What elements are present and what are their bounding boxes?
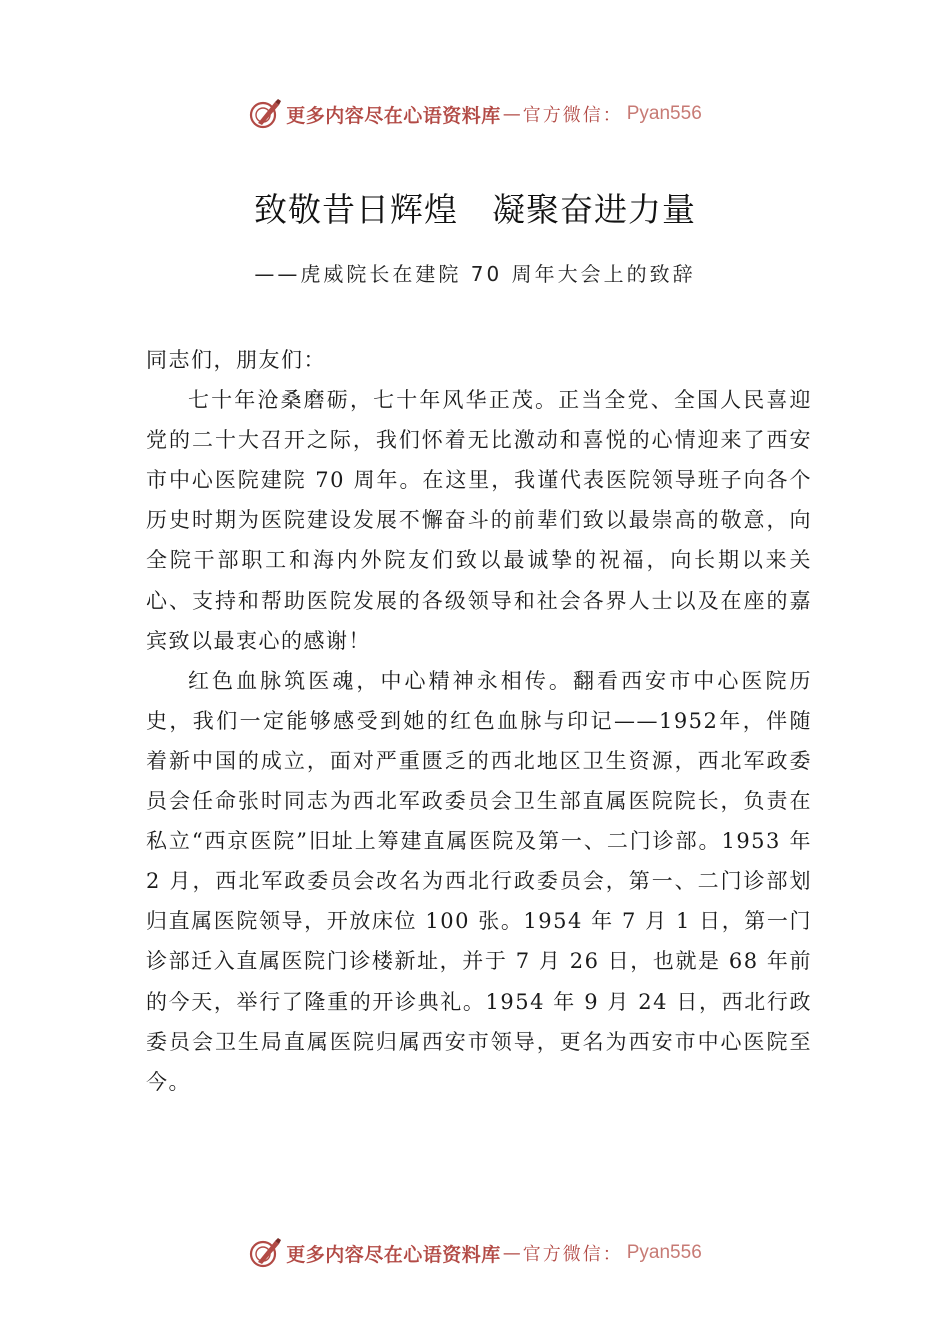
document-body	[146, 340, 812, 1102]
pen-seal-icon	[248, 1236, 282, 1270]
document-subtitle: ——虎威院长在建院 70 周年大会上的致辞	[254, 262, 696, 286]
body-paragraph-2: 红色血脉筑医魂，中心精神永相传。翻看西安市中心医院历史，我们一定能够感受到她的红色血脉与印记——1952年，伴随着新中国的成立，面对严重匮乏的西北地区卫生资源，西北军政委员会任命张时同志为西北军政委员会卫生部直属医院院长，负责在私立“西京医院”旧址上筹建直属医院及第一、二门诊部。1953 年 2 月，西北军政委员会改名为西北行政委员会，第一、二门诊部划归直属医院领导，开放床位 100 张。1954 年 7 月 1 日，第一门诊部迁入直属医院门诊楼新址，并于 7 月 26 日，也就是 68 年前的今天，举行了隆重的开诊典礼。1954 年 9 月 24 日，西北行政委员会卫生局直属医院归属西安市领导，更名为西安市中心医院至今。	[146, 668, 812, 1094]
watermark-banner-top	[0, 94, 950, 134]
watermark-banner-bottom	[0, 1233, 950, 1273]
watermark-dash: —	[502, 103, 521, 125]
watermark-brand-text: 更多内容尽在心语资料库	[286, 1243, 501, 1266]
watermark-wechat-id: Pyan556	[626, 103, 702, 124]
watermark-wechat-label: 官方微信：	[522, 1244, 623, 1265]
salutation: 同志们，朋友们：	[146, 348, 326, 372]
watermark-wechat-id: Pyan556	[626, 1242, 702, 1263]
pen-seal-icon	[248, 97, 282, 131]
watermark-wechat-label: 官方微信：	[522, 105, 623, 126]
body-paragraph-1: 七十年沧桑磨砺，七十年风华正茂。正当全党、全国人民喜迎党的二十大召开之际，我们怀着无比激动和喜悦的心情迎来了西安市中心医院建院 70 周年。在这里，我谨代表医院领导班子向各个历史时期为医院建设发展不懈奋斗的前辈们致以最崇高的敬意，向全院干部职工和海内外院友们致以最诚挚的祝福，向长期以来关心、支持和帮助医院发展的各级领导和社会各界人士以及在座的嘉宾致以最衷心的感谢！	[146, 388, 812, 653]
document-title: 致敬昔日辉煌 凝聚奋进力量	[254, 190, 696, 229]
watermark-brand-text: 更多内容尽在心语资料库	[286, 104, 501, 127]
watermark-dash: —	[502, 1242, 521, 1264]
